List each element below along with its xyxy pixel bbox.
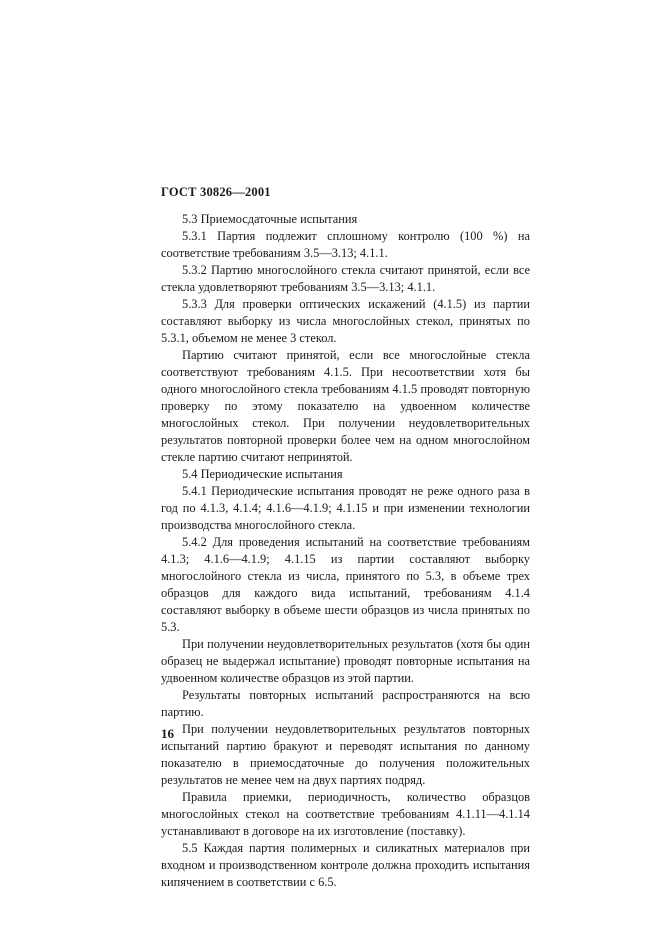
paragraph: Партию считают принятой, если все многослойные стекла соответствуют требованиям 4.1.5. При несоответствии хотя бы одного многослойного стекла требованиям 4.1.5 проводят повторную проверку по этому показателю на удвоенном количестве многослойных стекол. При получении неудовлетворительных результатов повторной проверки более чем на одном многослойном стекле партию считают непринятой. [161,348,530,464]
paragraph: 5.4.1 Периодические испытания проводят не реже одного раза в год по 4.1.3, 4.1.4; 4.1.6—4.1.9; 4.1.15 и при изменении технологии производства многослойного стекла. [161,484,530,532]
section-heading: 5.4 Периодические испытания [182,467,343,481]
paragraph: Правила приемки, периодичность, количество образцов многослойных стекол на соответствие требованиям 4.1.11—4.1.14 устанавливают в договоре на их изготовление (поставку). [161,790,530,838]
document-header: ГОСТ 30826—2001 [161,185,271,199]
paragraph: 5.5 Каждая партия полимерных и силикатных материалов при входном и производственном контроле должна проходить испытания кипячением в соответствии с 6.5. [161,841,530,889]
paragraph: Результаты повторных испытаний распространяются на всю партию. [161,688,530,719]
paragraph: 5.3.2 Партию многослойного стекла считают принятой, если все стекла удовлетворяют требованиям 3.5—3.13; 4.1.1. [161,263,530,294]
paragraph: При получении неудовлетворительных результатов (хотя бы один образец не выдержал испытание) проводят повторные испытания на удвоенном количестве образцов из этой партии. [161,637,530,685]
page-number: 16 [161,726,174,741]
paragraph: 5.3.1 Партия подлежит сплошному контролю (100 %) на соответствие требованиям 3.5—3.13; 4.1.1. [161,229,530,260]
document-body [161,211,530,891]
paragraph: 5.3.3 Для проверки оптических искажений (4.1.5) из партии составляют выборку из числа многослойных стекол, принятых по 5.3.1, объемом не менее 3 стекол. [161,297,530,345]
section-heading: 5.3 Приемосдаточные испытания [182,212,358,226]
paragraph: 5.4.2 Для проведения испытаний на соответствие требованиям 4.1.3; 4.1.6—4.1.9; 4.1.15 из партии составляют выборку многослойного стекла из числа, принятого по 5.3, в объеме трех образцов для каждого вида испытаний, требованиям 4.1.4 составляют выборку в объеме шести образцов из числа принятых по 5.3. [161,535,530,634]
paragraph: При получении неудовлетворительных результатов повторных испытаний партию бракуют и переводят испытания по данному показателю в приемосдаточные до получения положительных результатов не менее чем на двух партиях подряд. [161,722,530,787]
